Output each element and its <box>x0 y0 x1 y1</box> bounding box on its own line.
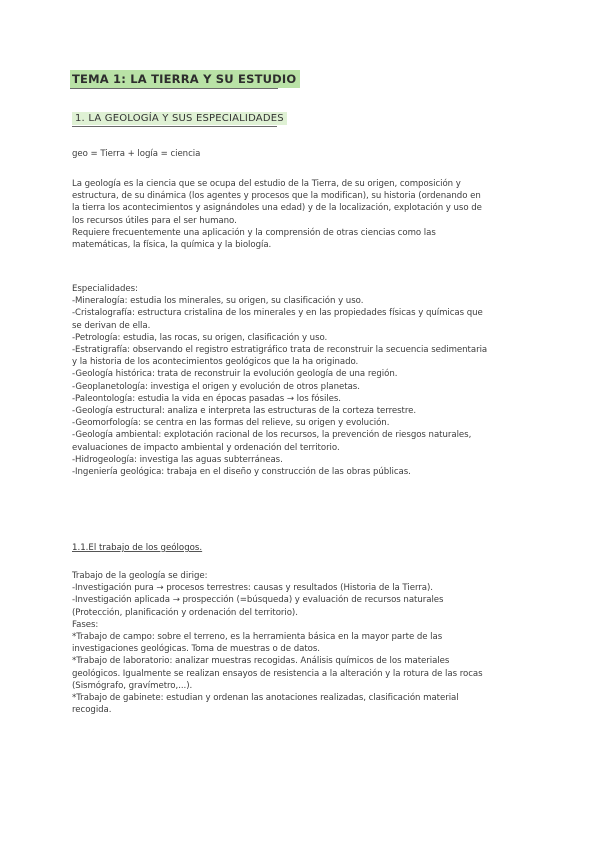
list-item: -Petrología: estudia, las rocas, su origen, clasificación y uso. <box>72 332 328 343</box>
list-item: -Cristalografía: estructura cristalina de los minerales y en las propiedades físicas y químicas que <box>72 308 483 319</box>
list-item: -Geología ambiental: explotación racional de los recursos, la prevención de riesgos naturales, <box>72 430 472 441</box>
list-item: *Trabajo de campo: sobre el terreno, es la herramienta básica en la mayor parte de las <box>72 632 443 643</box>
list-item: -Ingeniería geológica: trabaja en el diseño y construcción de las obras públicas. <box>72 467 411 478</box>
text-line: (Sismógrafo, gravímetro,...). <box>72 680 193 691</box>
list-item: -Geomorfología: se centra en las formas del relieve, su origen y evolución. <box>72 418 390 429</box>
page-title: TEMA 1: LA TIERRA Y SU ESTUDIO <box>70 70 300 88</box>
etymology-line: geo = Tierra + logía = ciencia <box>72 149 201 159</box>
list-item: *Trabajo de laboratorio: analizar muestras recogidas. Análisis químicos de los materiales <box>72 656 450 667</box>
list-item: -Investigación pura → procesos terrestres: causas y resultados (Historia de la Tierra). <box>72 583 433 594</box>
definition-paragraph <box>72 178 528 251</box>
subsection-heading-geologists-work: 1.1.El trabajo de los geólogos. <box>72 543 203 553</box>
list-item: y la historia de los acontecimientos geológicos que la ha originado. <box>72 357 359 368</box>
specialties-list <box>72 283 528 478</box>
list-item: evaluaciones de impacto ambiental y ordenación del territorio. <box>72 442 340 453</box>
text-line: investigaciones geológicas. Toma de muestras o de datos. <box>72 644 320 655</box>
text-line: Trabajo de la geología se dirige: <box>72 571 208 581</box>
phases-heading: Fases: <box>72 619 99 630</box>
list-item: -Geología histórica: trata de reconstruir la evolución geología de una región. <box>72 369 398 380</box>
list-item: -Investigación aplicada → prospección (=búsqueda) y evaluación de recursos naturales <box>72 595 444 606</box>
text-line: la tierra los acontecimientos y asignándoles una edad) y de la localización, explotación y uso de <box>72 203 482 214</box>
work-paragraph <box>72 570 528 716</box>
text-line: matemáticas, la física, la química y la biología. <box>72 240 272 251</box>
list-item: -Hidrogeología: investiga las aguas subterráneas. <box>72 454 283 465</box>
text-line: recogida. <box>72 705 112 716</box>
section-heading-geology: 1. LA GEOLOGÍA Y SUS ESPECIALIDADES <box>72 112 287 125</box>
list-item: *Trabajo de gabinete: estudian y ordenan las anotaciones realizadas, clasificación material <box>72 693 459 704</box>
text-line: los recursos útiles para el ser humano. <box>72 215 237 226</box>
text-line: Requiere frecuentemente una aplicación y la comprensión de otras ciencias como las <box>72 227 436 238</box>
list-item: se derivan de ella. <box>72 320 151 331</box>
text-line: estructura, de su dinámica (los agentes y procesos que la modifican), su historia (ordenando en <box>72 191 481 202</box>
title-underline <box>70 88 278 89</box>
list-item: -Geología estructural: analiza e interpreta las estructuras de la corteza terrestre. <box>72 406 417 417</box>
list-item: -Paleontología: estudia la vida en épocas pasadas → los fósiles. <box>72 393 341 404</box>
section-heading-underline <box>72 126 277 127</box>
etymology-paragraph <box>72 148 528 160</box>
specialties-heading: Especialidades: <box>72 284 138 294</box>
text-line: La geología es la ciencia que se ocupa del estudio de la Tierra, de su origen, composición y <box>72 179 461 189</box>
text-line: geológicos. Igualmente se realizan ensayos de resistencia a la alteración y la rotura de las rocas <box>72 668 483 679</box>
list-item: -Estratigrafía: observando el registro estratigráfico trata de reconstruir la secuencia sedimentaria <box>72 345 488 356</box>
list-item: -Geoplanetología: investiga el origen y evolución de otros planetas. <box>72 381 360 392</box>
text-line: (Protección, planificación y ordenación del territorio). <box>72 607 298 618</box>
list-item: -Mineralogía: estudia los minerales, su origen, su clasificación y uso. <box>72 296 364 307</box>
